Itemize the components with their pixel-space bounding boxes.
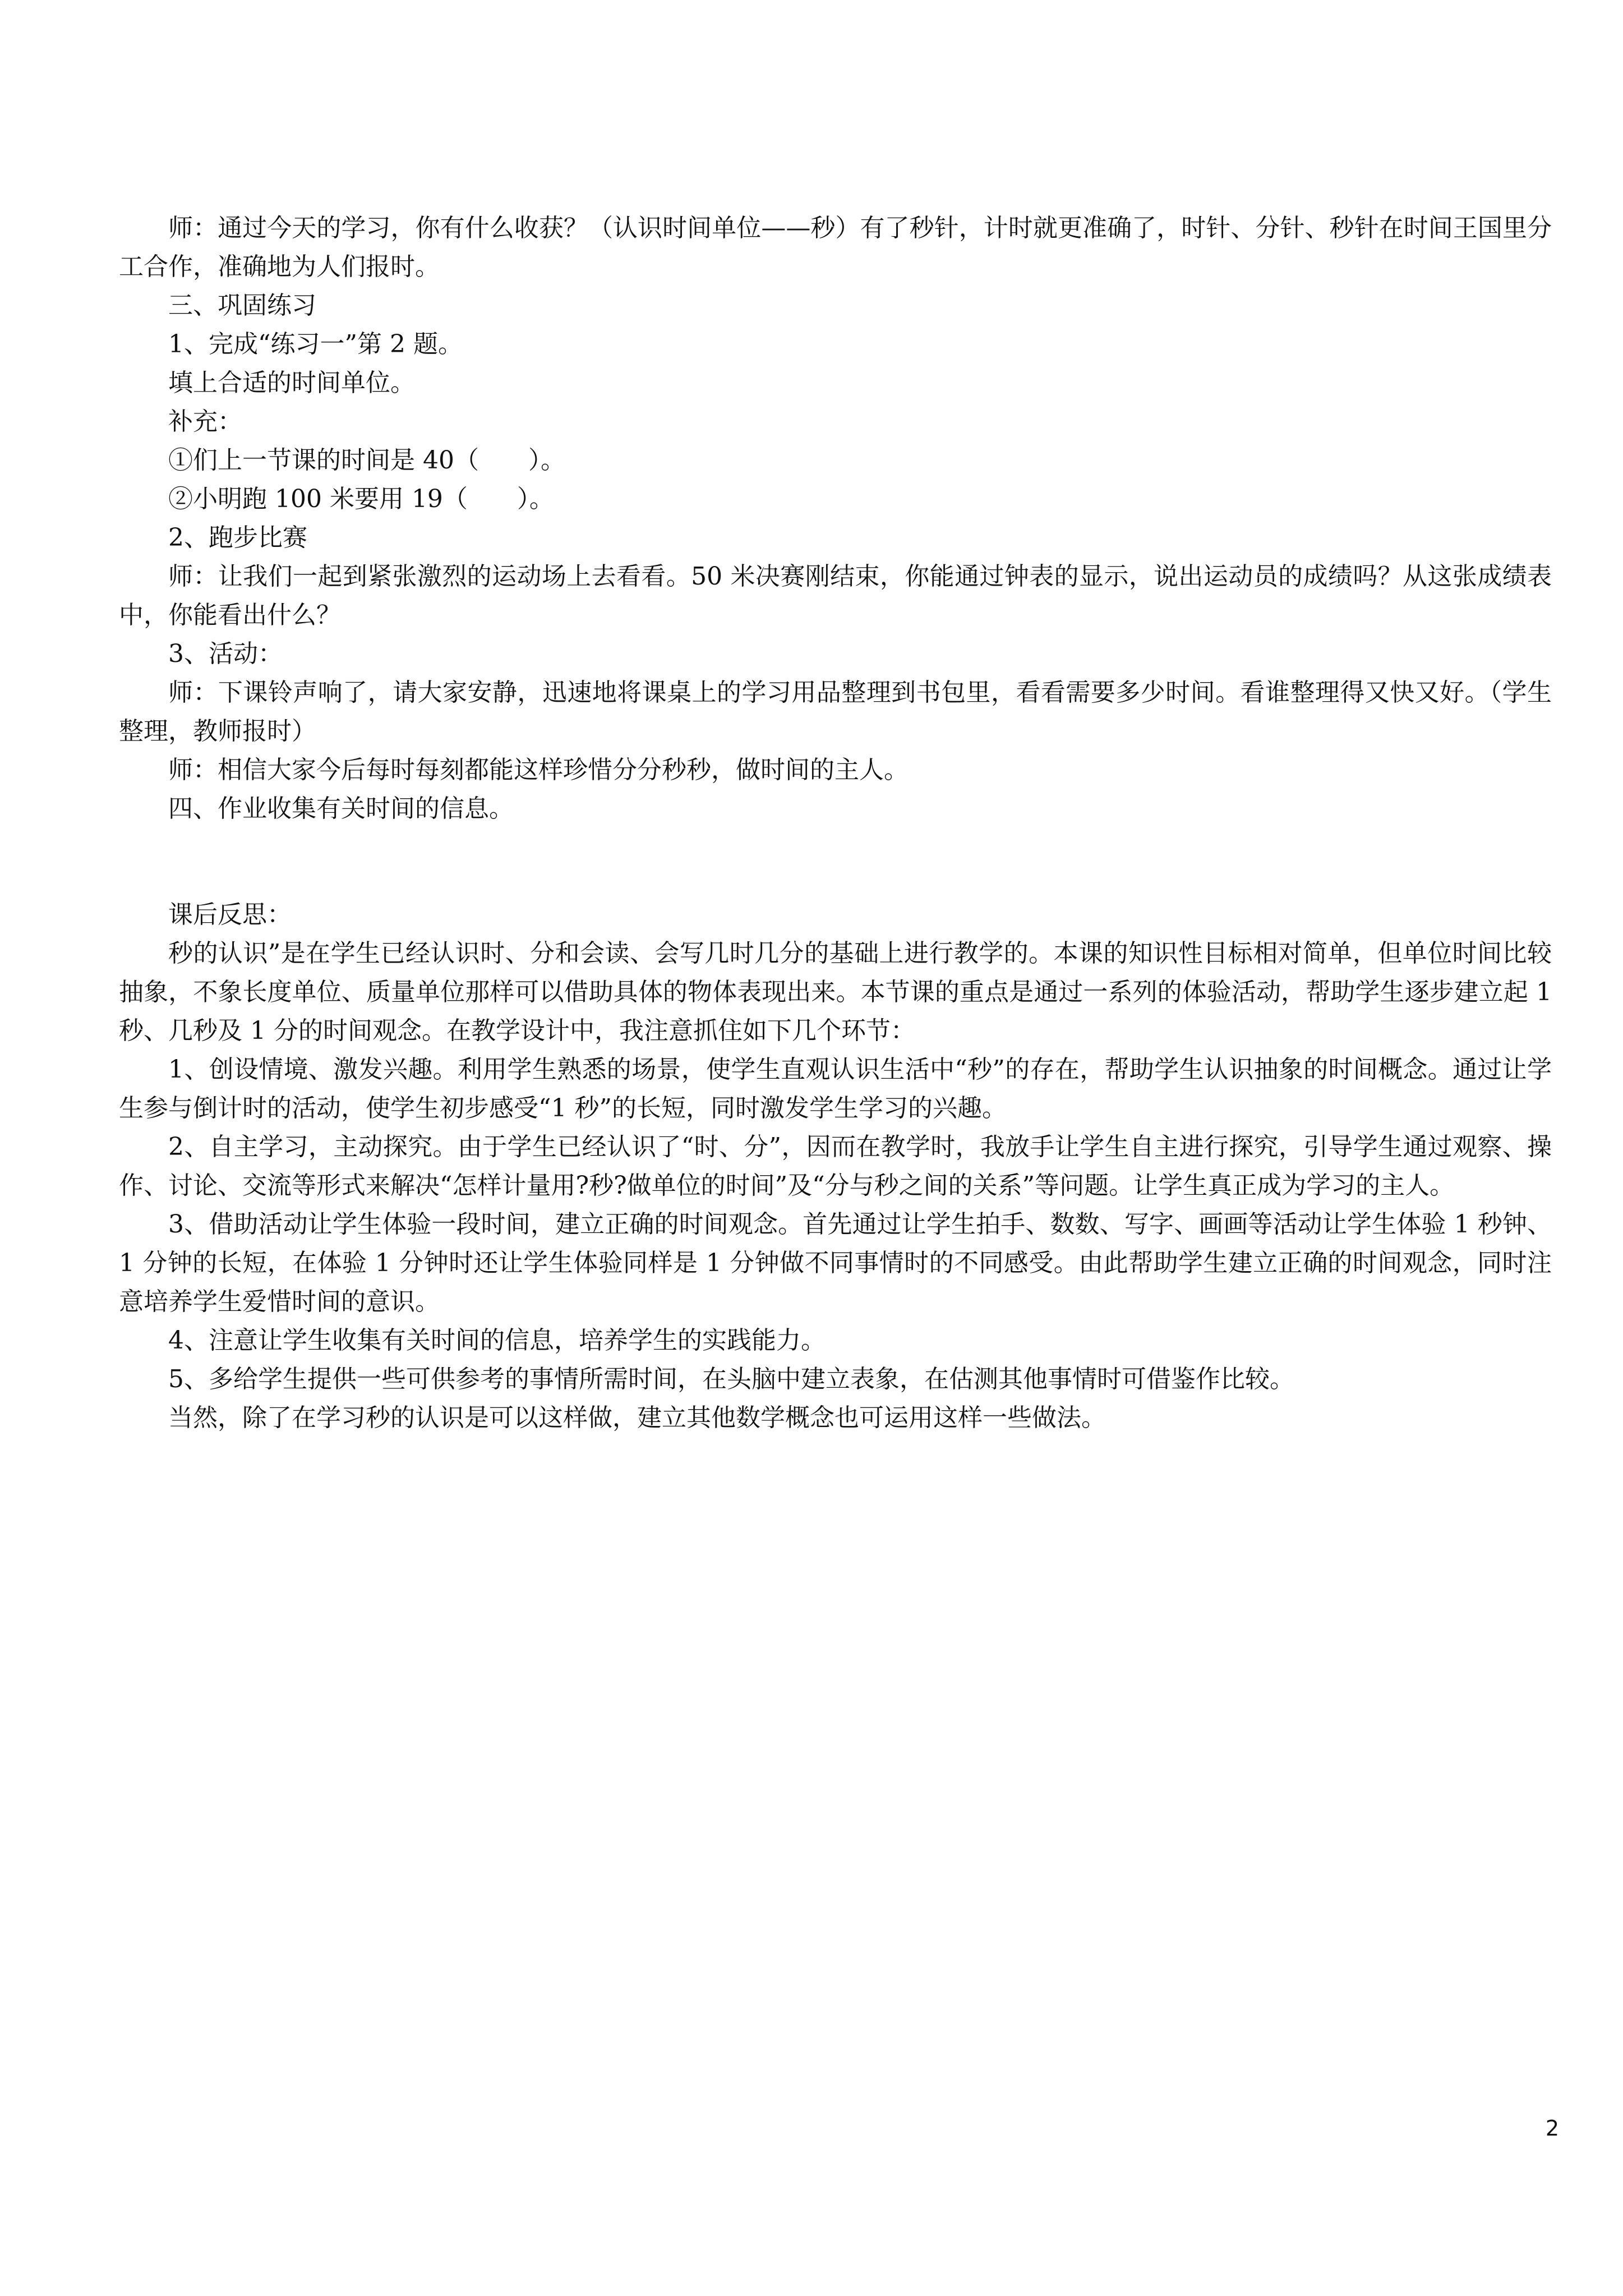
exercise-instruction: 填上合适的时间单位。 xyxy=(168,369,415,397)
reflection-heading: 课后反思： xyxy=(168,900,292,929)
section-spacer xyxy=(119,828,1552,895)
supplement-question-2: ②小明跑 100 米要用 19（ ）。 xyxy=(168,485,554,513)
reflection-point-5: 5、多给学生提供一些可供参考的事情所需时间，在头脑中建立表象，在估测其他事情时可借鉴作比较。 xyxy=(168,1365,1294,1393)
homework-heading: 四、作业收集有关时间的信息。 xyxy=(168,794,514,823)
race-discussion-paragraph: 师：让我们一起到紧张激烈的运动场上去看看。50 米决赛刚结束，你能通过钟表的显示，说出运动员的成绩吗？从这张成绩表中，你能看出什么？ xyxy=(119,562,1552,629)
reflection-conclusion: 当然，除了在学习秒的认识是可以这样做，建立其他数学概念也可运用这样一些做法。 xyxy=(168,1404,1106,1432)
page-number: 2 xyxy=(1545,2116,1559,2141)
exercise-item-3: 3、活动： xyxy=(168,639,283,668)
reflection-point-1: 1、创设情境、激发兴趣。利用学生熟悉的场景，使学生直观认识生活中“秒”的存在，帮助学生认识抽象的时间概念。通过让学生参与倒计时的活动，使学生初步感受“1 秒”的长短，同时激发学生学习的兴趣。 xyxy=(119,1055,1552,1122)
section-heading-practice: 三、巩固练习 xyxy=(168,291,316,320)
supplement-question-1: ①们上一节课的时间是 40（ ）。 xyxy=(168,446,565,475)
reflection-point-2: 2、自主学习，主动探究。由于学生已经认识了“时、分”，因而在教学时，我放手让学生自主进行探究，引导学生通过观察、操作、讨论、交流等形式来解决“怎样计量用?秒?做单位的时间”及“分与秒之间的关系”等问题。让学生真正成为学习的主人。 xyxy=(119,1133,1552,1200)
reflection-paragraph: 秒的认识”是在学生已经认识时、分和会读、会写几时几分的基础上进行教学的。本课的知识性目标相对简单，但单位时间比较抽象，不象长度单位、质量单位那样可以借助具体的物体表现出来。本节课的重点是通过一系列的体验活动，帮助学生逐步建立起 1 秒、几秒及 1 分的时间观念。在教学设计中，我注意抓住如下几个环节： xyxy=(119,939,1560,1045)
document-body xyxy=(119,209,1560,1437)
reflection-point-3: 3、借助活动让学生体验一段时间，建立正确的时间观念。首先通过让学生拍手、数数、写字、画画等活动让学生体验 1 秒钟、1 分钟的长短，在体验 1 分钟时还让学生体验同样是 1 分钟做不同事情时的不同感受。由此帮助学生建立正确的时间观念，同时注意培养学生爱惜时间的意识。 xyxy=(119,1210,1552,1316)
lesson-summary-paragraph: 师：通过今天的学习，你有什么收获？（认识时间单位——秒）有了秒针，计时就更准确了，时针、分针、秒针在时间王国里分工合作，准确地为人们报时。 xyxy=(119,214,1552,281)
exercise-item-1: 1、完成“练习一”第 2 题。 xyxy=(168,330,463,358)
activity-paragraph: 师：下课铃声响了，请大家安静，迅速地将课桌上的学习用品整理到书包里，看看需要多少时间。看谁整理得又快又好。（学生整理，教师报时） xyxy=(119,678,1552,746)
teacher-closing-paragraph: 师：相信大家今后每时每刻都能这样珍惜分分秒秒，做时间的主人。 xyxy=(168,756,909,784)
exercise-item-2: 2、跑步比赛 xyxy=(168,523,307,552)
reflection-point-4: 4、注意让学生收集有关时间的信息，培养学生的实践能力。 xyxy=(168,1326,826,1355)
supplement-label: 补充： xyxy=(168,407,242,436)
